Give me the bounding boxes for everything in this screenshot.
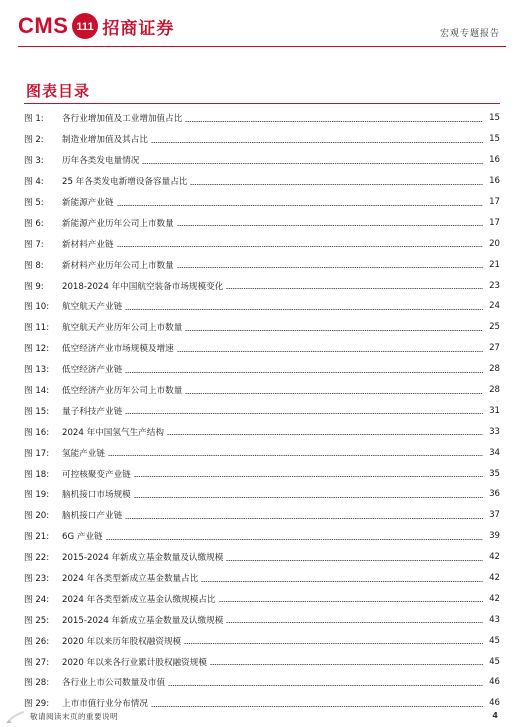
toc-entry-title: 各行业上市公司数量及市值: [62, 678, 166, 689]
toc-entry-title: 新材料产业链: [62, 239, 114, 250]
toc-entry[interactable]: [24, 129, 500, 150]
toc-dot-leader: [125, 413, 483, 414]
toc-entry-title: 2018-2024 年中国航空装备市场规模变化: [62, 281, 224, 292]
toc-entry-number: 图 24:: [24, 594, 50, 605]
toc-entry-title: 新能源产业链: [62, 198, 114, 208]
toc-entry-number: 图 16:: [24, 427, 50, 438]
toc-dot-leader: [177, 267, 483, 268]
toc-entry-title: 各行业增加值及工业增加值占比: [62, 114, 183, 125]
toc-entry-title: 上市市值行业分布情况: [62, 699, 148, 710]
toc-entry-title: 2015-2024 年新成立基金数量及认缴规模: [62, 615, 224, 626]
toc-entry-number: 图 11:: [24, 323, 50, 334]
toc-entry-page: 46: [489, 698, 500, 709]
toc-entry[interactable]: [24, 672, 500, 693]
toc-entry-page: 37: [489, 510, 500, 521]
toc-entry-page: 16: [489, 176, 500, 187]
toc-entry-number: 图 15:: [24, 406, 50, 417]
toc-entry[interactable]: [24, 400, 500, 421]
toc-entry-page: 23: [489, 280, 500, 291]
toc-dot-leader: [190, 184, 483, 185]
toc-entry-number: 图 23:: [24, 574, 50, 585]
toc-entry-number: 图 28:: [24, 678, 50, 689]
toc-title: 图表目录: [26, 82, 91, 100]
toc-entry-page: 15: [489, 113, 500, 124]
toc-dot-leader: [125, 372, 483, 373]
logo-mark-text: 111: [76, 21, 94, 33]
toc-dot-leader: [210, 664, 483, 665]
toc-dot-leader: [108, 455, 483, 456]
toc-entry[interactable]: [24, 359, 500, 380]
toc-entry-title: 航空航天产业链: [62, 302, 123, 313]
toc-entry-page: 20: [489, 238, 500, 249]
toc-entry-title: 6G 产业链: [62, 532, 103, 543]
toc-entry-page: 36: [489, 489, 500, 500]
toc-list: [24, 108, 500, 714]
toc-entry-number: 图 9:: [24, 281, 44, 292]
toc-entry-title: 历年各类发电量情况: [62, 156, 140, 167]
logo-cn-text: 招商证券: [102, 18, 175, 39]
toc-entry-number: 图 12:: [24, 344, 50, 355]
toc-dot-leader: [167, 434, 483, 435]
toc-entry-page: 42: [489, 552, 500, 563]
toc-entry[interactable]: [24, 442, 500, 463]
toc-entry-title: 低空经济产业市场规模及增速: [62, 344, 174, 355]
toc-entry-page: 35: [489, 468, 500, 479]
toc-entry-number: 图 27:: [24, 657, 50, 668]
toc-dot-leader: [184, 643, 483, 644]
toc-entry-title: 2015-2024 年新成立基金数量及认缴规模: [62, 553, 224, 564]
toc-entry[interactable]: [24, 568, 500, 589]
toc-dot-leader: [134, 476, 483, 477]
toc-entry-page: 15: [489, 134, 500, 145]
toc-entry-page: 43: [489, 614, 500, 625]
toc-dot-leader: [185, 393, 483, 394]
page-header: [0, 0, 524, 48]
toc-entry[interactable]: [24, 505, 500, 526]
toc-dot-leader: [168, 685, 483, 686]
toc-entry-page: 42: [489, 593, 500, 604]
toc-entry-number: 图 19:: [24, 490, 50, 501]
toc-entry-number: 图 29:: [24, 699, 50, 710]
toc-entry[interactable]: [24, 588, 500, 609]
toc-entry-page: 39: [489, 531, 500, 542]
toc-entry[interactable]: [24, 630, 500, 651]
toc-entry[interactable]: [24, 526, 500, 547]
toc-entry-number: 图 8:: [24, 260, 44, 271]
toc-entry[interactable]: [24, 547, 500, 568]
toc-entry-title: 脑机接口产业链: [62, 511, 123, 522]
toc-entry-title: 新材料产业历年公司上市数量: [62, 260, 174, 271]
toc-entry-title: 脑机接口市场规模: [62, 490, 131, 501]
toc-dot-leader: [185, 330, 483, 331]
toc-dot-leader: [226, 288, 483, 289]
toc-dot-leader: [134, 497, 483, 498]
toc-entry[interactable]: [24, 254, 500, 275]
toc-entry-number: 图 5:: [24, 198, 44, 208]
toc-dot-leader: [117, 246, 483, 247]
toc-entry-title: 2020 年以来各行业累计股权融资规模: [62, 657, 207, 668]
toc-entry-page: 21: [489, 259, 500, 270]
toc-entry-title: 新能源产业历年公司上市数量: [62, 218, 174, 229]
toc-entry-title: 量子科技产业链: [62, 406, 123, 417]
toc-entry-number: 图 4:: [24, 177, 44, 188]
toc-entry[interactable]: [24, 317, 500, 338]
toc-entry-page: 16: [489, 155, 500, 166]
toc-entry-page: 28: [489, 364, 500, 375]
toc-entry-page: 34: [489, 447, 500, 458]
toc-entry-page: 24: [489, 301, 500, 312]
toc-entry-number: 图 20:: [24, 511, 50, 522]
toc-dot-leader: [117, 205, 483, 206]
toc-entry[interactable]: [24, 296, 500, 317]
toc-entry-number: 图 25:: [24, 615, 50, 626]
toc-entry-number: 图 13:: [24, 365, 50, 376]
toc-dot-leader: [125, 309, 483, 310]
toc-entry[interactable]: [24, 212, 500, 233]
toc-entry[interactable]: [24, 108, 500, 129]
toc-dot-leader: [201, 581, 483, 582]
toc-entry-number: 图 1:: [24, 114, 44, 125]
toc-entry[interactable]: [24, 421, 500, 442]
toc-dot-leader: [151, 142, 483, 143]
toc-entry-title: 低空经济产业链: [62, 365, 123, 376]
toc-entry[interactable]: [24, 609, 500, 630]
toc-entry-number: 图 7:: [24, 239, 44, 250]
toc-entry-page: 31: [489, 405, 500, 416]
toc-entry-page: 28: [489, 385, 500, 396]
toc-dot-leader: [219, 601, 483, 602]
toc-dot-leader: [185, 121, 483, 122]
toc-entry[interactable]: [24, 338, 500, 359]
report-type-label: 宏观专题报告: [439, 29, 500, 39]
toc-entry-title: 25 年各类发电新增设备容量占比: [62, 177, 188, 188]
toc-entry-number: 图 21:: [24, 532, 50, 543]
toc-entry[interactable]: [24, 651, 500, 672]
page-footer: [0, 705, 524, 727]
toc-entry-number: 图 2:: [24, 135, 44, 146]
toc-entry-title: 2024 年中国氢气生产结构: [62, 427, 164, 438]
toc-entry-number: 图 3:: [24, 156, 44, 167]
page-number: 4: [492, 711, 498, 720]
toc-entry-page: 46: [489, 677, 500, 688]
toc-dot-leader: [226, 622, 483, 623]
toc-dot-leader: [177, 225, 483, 226]
toc-dot-leader: [142, 163, 483, 164]
toc-entry-number: 图 14:: [24, 386, 50, 397]
toc-divider: [24, 103, 500, 104]
toc-entry-page: 17: [489, 217, 500, 228]
toc-entry[interactable]: [24, 192, 500, 213]
toc-entry-number: 图 17:: [24, 448, 50, 459]
toc-entry[interactable]: [24, 380, 500, 401]
toc-entry-title: 2020 年以来历年股权融资规模: [62, 636, 182, 647]
footer-disclaimer: 敬请阅读末页的重要说明: [30, 712, 118, 721]
toc-entry-title: 可控核聚变产业链: [62, 469, 131, 480]
toc-entry-page: 27: [489, 343, 500, 354]
toc-entry-page: 25: [489, 322, 500, 333]
toc-entry[interactable]: [24, 463, 500, 484]
toc-dot-leader: [226, 560, 483, 561]
toc-entry-title: 2024 年各类型新成立基金数量占比: [62, 574, 199, 585]
toc-entry-page: 45: [489, 656, 500, 667]
toc-entry-page: 17: [489, 197, 500, 207]
toc-entry-page: 45: [489, 635, 500, 646]
toc-entry[interactable]: [24, 484, 500, 505]
page-curl-icon: [4, 707, 26, 725]
toc-entry-page: 42: [489, 573, 500, 584]
toc-entry-title: 低空经济产业历年公司上市数量: [62, 386, 183, 397]
toc-dot-leader: [106, 539, 483, 540]
toc-entry-title: 航空航天产业历年公司上市数量: [62, 323, 183, 334]
toc-entry-title: 氢能产业链: [62, 448, 105, 459]
toc-entry-title: 2024 年各类型新成立基金认缴规模占比: [62, 594, 216, 605]
toc-entry-number: 图 26:: [24, 636, 50, 647]
toc-entry-number: 图 6:: [24, 218, 44, 229]
toc-entry[interactable]: [24, 150, 500, 171]
toc-entry-number: 图 18:: [24, 469, 50, 480]
logo-mark-icon: [72, 13, 98, 39]
toc-dot-leader: [177, 351, 483, 352]
toc-entry-page: 33: [489, 426, 500, 437]
toc-entry[interactable]: [24, 275, 500, 296]
header-divider: [18, 46, 506, 47]
toc-entry[interactable]: [24, 233, 500, 254]
company-logo: [18, 12, 174, 40]
toc-dot-leader: [125, 518, 483, 519]
logo-text: CMS: [18, 13, 69, 38]
toc-entry-number: 图 22:: [24, 553, 50, 564]
toc-entry-title: 制造业增加值及其占比: [62, 135, 148, 146]
toc-entry[interactable]: [24, 171, 500, 192]
toc-entry-number: 图 10:: [24, 302, 50, 313]
